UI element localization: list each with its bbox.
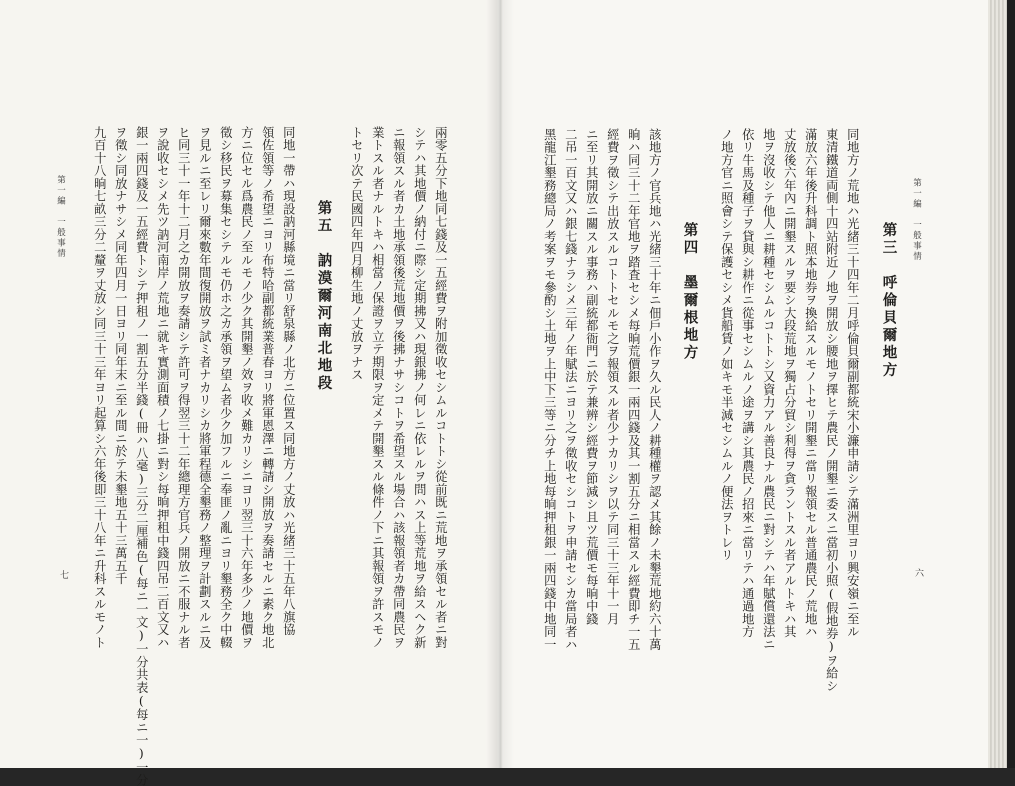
section4-heading: 第四 墨爾根地方 [681, 222, 699, 362]
section5-line-10: 九百十八晌七畝三分二釐ヲ丈放シ同三十三年ヨリ起算シ六年後即三十八年ニ升科スルモノト [92, 126, 107, 649]
right-page [497, 0, 992, 768]
section3-heading: 第三 呼倫貝爾地方 [880, 222, 898, 380]
continuation-line-4: 業トスル者ナルトキハ相當ノ保證ヲ立テ期限ヲ定メテ開墾スル條件ノ下ニ其報領ヲ許スモノ [370, 126, 385, 649]
continuation-line-3: ニ報領スル者カ土地承領後荒地價ヲ後拂ナサシコトヲ希望スル場合ハ該報領者カ帶同農民ヲ [391, 126, 406, 649]
section3-line-6: 依リ牛馬及種子ヲ貸與シ耕作ニ從事セシムルノ途ヲ講シ其農民ノ招來ニ當リテハ通過地方 [740, 128, 755, 638]
continuation-line-2: シテハ其地價ノ納付ニ際シ定期拂又ハ現銀拂ノ何レニ依レルヲ問ハス上等荒地ヲ給スヘク新 [412, 126, 427, 649]
section3-line-3: 滿放六年後升科調ト照本地券ヲ換給スルモノトセリ開墾ニ當リ報領セル普通農民ノ荒地ハ [803, 128, 818, 638]
section4-line-1: 該地方ノ官兵地ハ光緒三十年ニ佃戶小作ヲ久ル民人ノ耕種權ヲ認メ其餘ノ未墾荒地約六十萬 [647, 128, 662, 651]
left-page [0, 0, 500, 786]
section5-heading: 第五 訥漠爾河南北地段 [315, 200, 333, 393]
section3-line-5: 地ヲ沒收シテ他人ニ耕種セシムルコトトシ又資力アル善良ナル農民ニ對シテハ年賦償還法ニ [761, 128, 776, 651]
section4-line-6: 黑龍江墾務總局ノ考案ヲモ參酌シ土地ヲ上中下三等ニ分チ上地每晌押租銀一兩四錢中地同一 [542, 128, 557, 651]
section4-line-2: 晌ハ同三十二年官地ヲ踏査セシメ每晌荒價銀一兩四錢及其一割五分ニ相當スル經費即チ一五 [626, 128, 641, 651]
section4-line-3: 經費ヲ徵シテ出放スルコトトセルモ之ヲ報領スル者少ナカリシヲ以テ同三十三年十一月 [605, 128, 620, 626]
section3-line-2: 東清鐵道両側十四站附近ノ地ヲ開放シ腰地ヲ擇ヒテ農民ノ開墾ニ委スニ當初小照(假地券)ヲ給シ [824, 128, 839, 693]
section4-line-5: 二吊一百文又ハ銀七錢ナラシメ三年ノ年賦法ニヨリ之ヲ徵收セシコトヲ申請セシカ當局者ハ [563, 128, 578, 651]
folio-right: 六 [915, 569, 925, 579]
page-edges [988, 0, 1015, 768]
section3-line-4: 丈放後六年內ニ開墾スルヲ要シ大段荒地ヲ獨占分貿シ利得ヲ貪ラントスル者アルトキハ其 [782, 128, 797, 638]
section4-line-4: ニ至リ其開放ニ關スル事務ハ副統都衙門ニ於テ兼辨シ經費ヲ節減シ且ツ荒價モ每晌中錢 [584, 128, 599, 626]
section5-line-7: ヲ說收セシメ先ツ訥河南岸ノ荒地ニ就キ實測面積ノ七掛ニ對シ每晌押租中錢四吊二百文又ハ [155, 126, 170, 649]
continuation-line-1: 兩零五分下地同七錢及一五經費ヲ附加徵收セシムルコトトシ從前既ニ荒地ヲ承領セル者ニ對 [433, 126, 448, 649]
continuation-line-5: トセリ次テ民國四年四月柳生地ノ丈放ヲナス [349, 126, 364, 381]
section3-line-7: ノ地方官ニ照會シテ保護セシメ貨船賃ノ如キモ半減セシムルノ便法ヲトレリ [719, 128, 734, 562]
section3-line-1: 同地方ノ荒地ハ光緒三十四年二月呼倫貝爾副都統宋小濂申請シテ滿洲里ヨリ興安嶺ニ至ル [845, 128, 860, 638]
section5-line-4: 徵シ移民ヲ募集セシテルモ仍ホ之カ承領ヲ望ム者少ク加フルニ奉匪ノ亂ニヨリ墾務全ク中輟 [218, 126, 233, 649]
section5-line-8: 銀一兩四錢及一五經費トシテ押租ノ一割五分半錢(冊ハ八毫)三分二厘補色(每ニ一文)一分共表(每ニ一)一分 [134, 126, 149, 786]
section5-line-1: 同地一帶ハ現設訥河縣境ニ當リ舒泉縣ノ北方ニ位置ス同地方ノ丈放ハ光緒三十五年八旗協 [281, 126, 296, 636]
section5-line-3: 方ニ位セル爲農民ノ至ルモノ少ク其開墾ノ效ヲ收メ難カリシニヨリ翌三十六年多少ノ地價ヲ [239, 126, 254, 649]
folio-left: 七 [60, 571, 70, 581]
section5-line-5: ヲ見ルニ至レリ爾來數年間復開放ヲ試ミ者ナカリシカ將軍程德全墾務ノ整理ヲ計劃スルニ及 [197, 126, 212, 649]
section5-line-2: 領佐領等ノ希望ニヨリ布特哈副都統業普春ヨリ將軍恩澤ニ轉請シ開放ヲ奏請セルニ素ク地北 [260, 126, 275, 649]
section5-line-9: ヲ徵シ同放ナサシメ同年四月一日ヨリ同年末ニ至ル間ニ於テ未墾地五十三萬五千 [113, 126, 128, 585]
running-head-right: 第一編 一般事情 [911, 178, 922, 262]
section5-line-6: ヒ同三十一年十二月之カ開放ヲ奏請シテ許可ヲ得翌三十二年總理方官兵ノ開放ニ不服ナル者 [176, 126, 191, 649]
running-head-left: 第一編 一般事情 [55, 175, 66, 259]
